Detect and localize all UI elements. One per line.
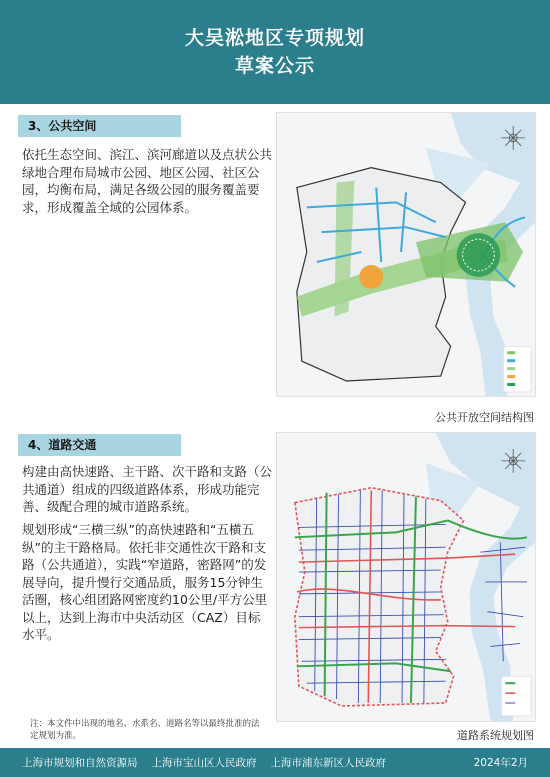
road-map-caption: 道路系统规划图 bbox=[457, 729, 534, 742]
road-system-map-svg bbox=[277, 433, 535, 721]
page-title: 大吴淞地区专项规划 bbox=[184, 27, 365, 49]
public-space-map-caption: 公共开放空间结构图 bbox=[435, 411, 534, 424]
roads-text-2: 规划形成“三横三纵”的高快速路和“五横五纵”的主干路格局。依托非交通性次干路和支路（公共通道），实践“窄道路，密路网”的发展导向，提升慢行交通品质，服务15分钟生活圈，核心组团路网密度约10公里/平方公里以上，达到上海市中央活动区（CAZ）目标水平。 bbox=[22, 522, 268, 642]
public-space-map-svg bbox=[277, 113, 535, 396]
page-subtitle: 草案公示 bbox=[234, 55, 315, 77]
footer-org-baoshan: 上海市宝山区人民政府 bbox=[151, 757, 257, 769]
section-label-public-space: 3、公共空间 bbox=[18, 115, 181, 137]
public-space-map bbox=[276, 112, 536, 397]
disclaimer-note: 注：本文件中出现的地名、水系名、道路名等以最终批准的法定规划为准。 bbox=[30, 719, 260, 741]
road-system-map bbox=[276, 432, 536, 722]
footer-org-pudong: 上海市浦东新区人民政府 bbox=[270, 757, 386, 769]
roads-text-1: 构建由高快速路、主干路、次干路和支路（公共通道）组成的四级道路体系，形成功能完善、级配合理的城市道路系统。 bbox=[22, 464, 273, 514]
public-space-text: 依托生态空间、滨江、滨河廊道以及点状公共绿地合理布局城市公园、地区公园、社区公园，均衡布局，满足各级公园的服务覆盖要求，形成覆盖全域的公园体系。 bbox=[22, 147, 273, 215]
section-label-roads: 4、道路交通 bbox=[18, 434, 181, 456]
footer-org-planning-bureau: 上海市规划和自然资源局 bbox=[22, 757, 138, 769]
page-header bbox=[0, 0, 550, 104]
footer-date: 2024年2月 bbox=[473, 757, 528, 769]
page-footer bbox=[0, 748, 550, 777]
